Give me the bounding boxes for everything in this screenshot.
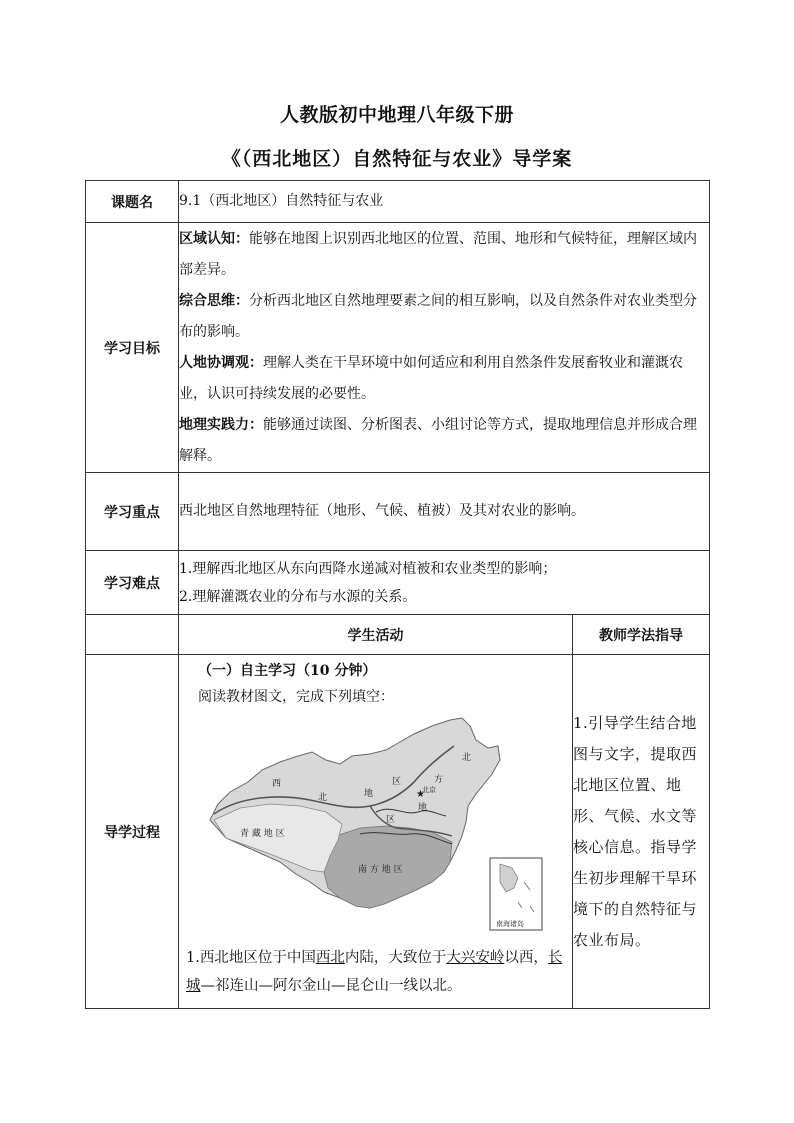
goal-text: 能够在地图上识别西北地区的位置、范围、地形和气候特征，理解区域内部差异。	[179, 230, 697, 278]
topic-label: 课题名	[86, 181, 179, 223]
fill-in-question	[186, 944, 566, 1000]
map-label-inset: 南海诸岛	[496, 920, 524, 928]
document-subtitle: 《（西北地区）自然特征与农业》导学案	[221, 148, 573, 170]
goal-item	[179, 224, 709, 286]
row-keypoints	[86, 473, 710, 551]
map-label-beijing: 北京	[422, 786, 436, 794]
answer-blank: 长城	[186, 950, 563, 994]
beijing-star-icon: ★	[416, 789, 425, 800]
goal-text: 能够通过读图、分析图表、小组讨论等方式，提取地理信息并形成合理解释。	[179, 416, 697, 464]
map-label-north: 区	[386, 815, 396, 825]
teacher-guide-cell: 1.引导学生结合地图与文字，提取西北地区位置、地形、气候、水文等核心信息。指导学生初步理解干旱环境下的自然特征与农业布局。	[573, 655, 710, 1009]
map-label-nw: 区	[392, 777, 402, 787]
row-goals	[86, 223, 710, 473]
goal-item	[179, 348, 709, 410]
empty-header-cell	[86, 615, 179, 655]
section-title: （一）自主学习（10 分钟）	[198, 663, 377, 679]
goals-content	[179, 223, 710, 473]
row-difficulties	[86, 551, 710, 615]
goals-label: 学习目标	[86, 223, 179, 473]
difficulties-label: 学习难点	[86, 551, 179, 615]
question-text: 内陆，大致位于	[344, 950, 447, 966]
reading-instruction: 阅读教材图文，完成下列填空：	[198, 689, 394, 705]
keypoints-label: 学习重点	[86, 473, 179, 551]
map-label-north: 地	[418, 803, 428, 813]
teacher-guide-header: 教师学法指导	[573, 615, 710, 655]
map-label-nw: 西	[272, 779, 282, 789]
row-process	[86, 655, 710, 1009]
question-text: 以西，	[504, 950, 548, 966]
goal-heading: 综合思维：	[179, 292, 249, 309]
student-activity-cell	[179, 655, 573, 1009]
answer-blank: 西北	[315, 950, 345, 966]
map-label-qingzang: 青 藏 地 区	[240, 829, 285, 839]
map-label-nw: 北	[318, 793, 328, 803]
goal-text: 理解人类在干旱环境中如何适应和利用自然条件发展畜牧业和灌溉农业，认识可持续发展的必要性。	[179, 354, 683, 402]
topic-value: 9.1（西北地区）自然特征与农业	[179, 181, 710, 223]
map-label-north: 北	[462, 753, 472, 763]
keypoints-value: 西北地区自然地理特征（地形、气候、植被）及其对农业的影响。	[179, 473, 710, 551]
answer-blank: 大兴安岭	[446, 950, 505, 966]
question-text: —祁连山—阿尔金山—昆仑山一线以北。	[200, 978, 462, 994]
question-text: 1.西北地区位于中国	[186, 950, 316, 966]
goal-text: 分析西北地区自然地理要素之间的相互影响，以及自然条件对农业类型分布的影响。	[179, 292, 697, 340]
difficulties-content	[179, 551, 710, 615]
china-regions-map	[200, 712, 590, 942]
map-label-nw: 地	[364, 789, 374, 799]
goal-heading: 地理实践力：	[179, 416, 263, 433]
map-label-north: 方	[434, 775, 444, 785]
map-graphic	[200, 712, 590, 942]
lesson-plan-table	[85, 180, 710, 1009]
row-topic	[86, 181, 710, 223]
map-label-south: 南 方 地 区	[358, 865, 403, 875]
goal-heading: 人地协调观：	[179, 354, 263, 371]
document-title: 人教版初中地理八年级下册	[279, 104, 514, 126]
difficulty-item: 1.理解西北地区从东向西降水递减对植被和农业类型的影响；	[179, 560, 557, 577]
goal-item	[179, 410, 709, 472]
goal-item	[179, 286, 709, 348]
goal-heading: 区域认知：	[179, 230, 249, 247]
row-column-headers	[86, 615, 710, 655]
process-label: 导学过程	[86, 655, 179, 1009]
difficulty-item: 2.理解灌溉农业的分布与水源的关系。	[179, 588, 417, 605]
student-activity-header: 学生活动	[179, 615, 573, 655]
